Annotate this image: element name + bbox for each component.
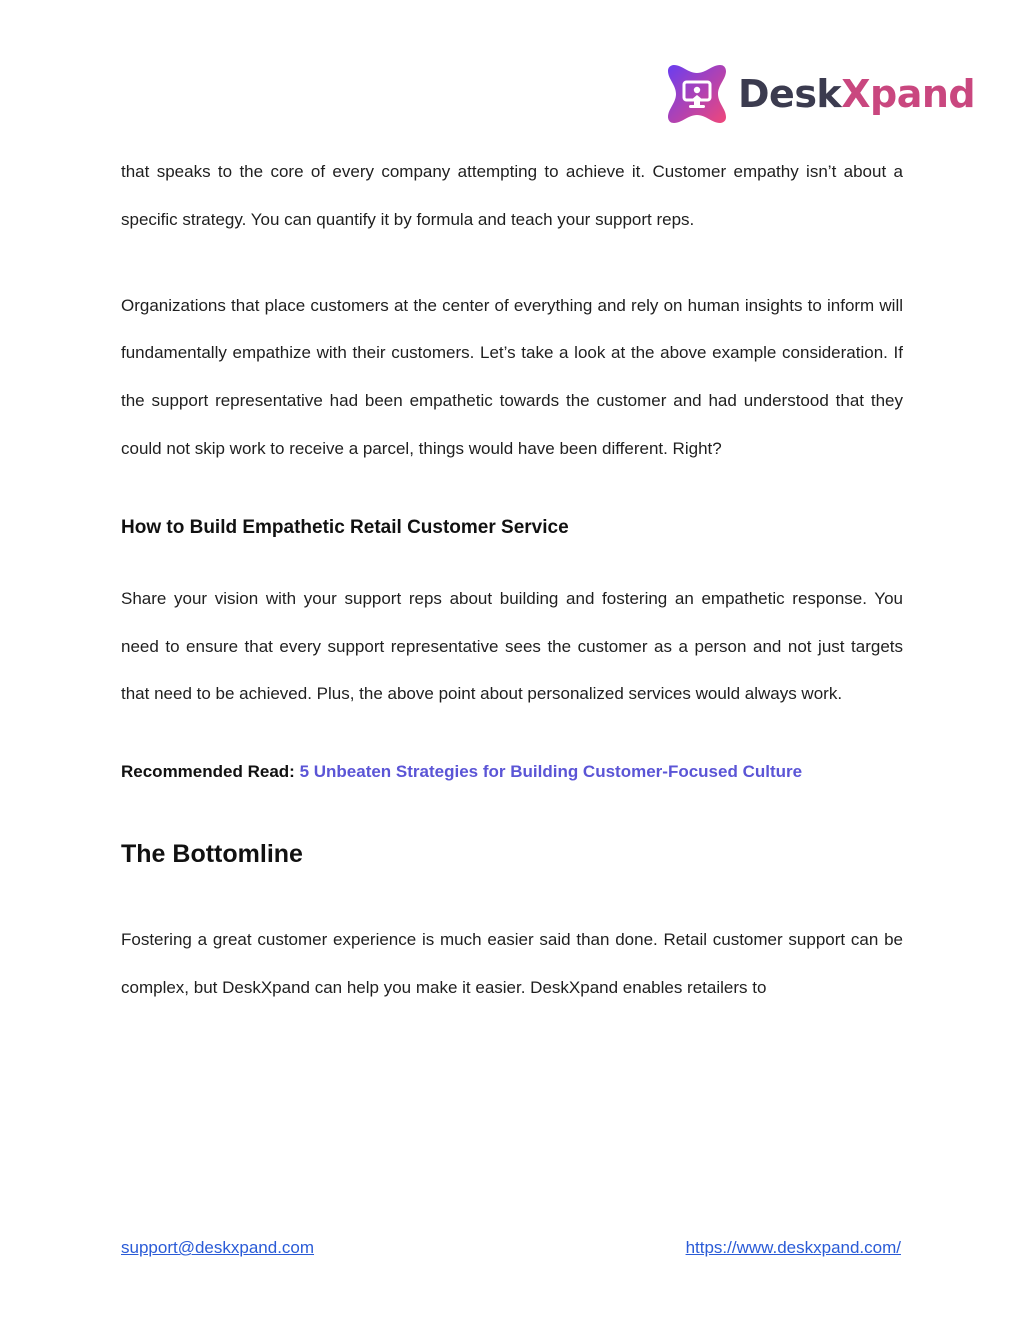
footer-website-link[interactable]: https://www.deskxpand.com/ (685, 1238, 901, 1257)
brand-logo (664, 60, 975, 128)
subheading-build-empathetic-service: How to Build Empathetic Retail Customer Service (121, 516, 569, 538)
paragraph-3: Share your vision with your support reps about building and fostering an empathetic response. You need to ensure that every support representative sees the customer as a person and not just targets that need to be achieved. Plus, the above point about personalized services would always work. (121, 588, 903, 704)
brand-wordmark (738, 72, 975, 116)
recommended-read (121, 758, 903, 786)
section-heading-bottomline: The Bottomline (121, 840, 303, 869)
page-footer (121, 1238, 901, 1258)
brand-name-part2: Xpand (841, 72, 976, 116)
recommended-read-link[interactable]: 5 Unbeaten Strategies for Building Customer-Focused Culture (299, 762, 803, 782)
footer-email-link[interactable]: support@deskxpand.com (121, 1238, 315, 1257)
deskxpand-logo-icon (664, 61, 730, 127)
paragraph-1: that speaks to the core of every company attempting to achieve it. Customer empathy isn’t about a specific strategy. You can quantify it by formula and teach your support reps. (121, 162, 903, 229)
document-body (121, 148, 903, 1012)
recommended-read-label: Recommended Read: (121, 762, 295, 782)
brand-name-part1: Desk (738, 72, 842, 116)
paragraph-2: Organizations that place customers at the center of everything and rely on human insights to inform will fundamentally empathize with their customers. Let’s take a look at the above example consideration. If the support representative had been empathetic towards the customer and had understood that they could not skip work to receive a parcel, things would have been different. Right? (121, 295, 903, 458)
paragraph-4: Fostering a great customer experience is much easier said than done. Retail customer support can be complex, but DeskXpand can help you make it easier. DeskXpand enables retailers to (121, 930, 903, 997)
